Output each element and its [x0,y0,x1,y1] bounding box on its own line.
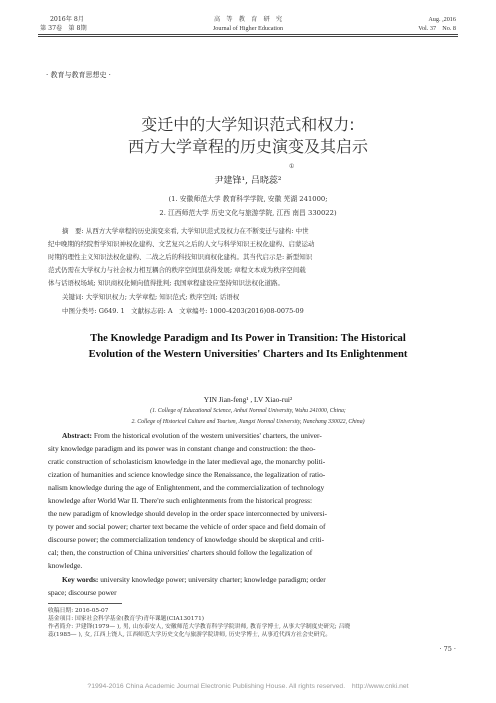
title-cn-line2: 西方大学章程的历史演变及其启示 [127,137,368,156]
abstract-cn-line: 体与话语权场域; 知识商权化倾向值得批判; 我国章程建设应坚持知识法权化道路。 [48,279,285,287]
abstract-en-line: knowledge after World War II. There're such enlightenments from the historical progress: [48,496,313,505]
abstract-en-line: cization of humanities and science knowledge since the Renaissance, the legalization of ratio- [48,470,326,479]
affiliation-cn-2: 2. 江西师范大学 历史文化与旅游学院, 江西 南昌 330022) [159,209,337,217]
abstract-cn-line: 时期的理性主义知识法权化建构、二战之后的科技知识商权化建构。其当代启示是: 新型知识 [48,253,313,261]
section-label: · 教育与教育思想史 · [46,71,111,79]
abstract-cn-line: 摘 要: 从西方大学章程的历史演变来看, 大学知识范式及权力在不断变迁与建构: 中世 [62,227,309,235]
copyright-notice: ?1994-2016 China Academic Journal Electronic Publishing House. All rights reserved. http://www.cnki.net [87,683,409,690]
abstract-en-line: ty power and social power; charter text became the vehicle of order space and field domain of [48,522,326,531]
abstract-en-line: the new paradigm of knowledge should develop in the order space interconnected by universi- [48,509,327,518]
title-en-line1: The Knowledge Paradigm and Its Power in Transition: The Historical [90,333,406,344]
abstract-en-line: knowledge. [48,561,83,570]
keywords-en-first-line [62,574,458,586]
abstract-en-line: discourse power; the commercialization tendency of knowledge should be skeptical and criti- [48,535,325,544]
abstract-en-line: cal; then, the construction of China universities' charters should follow the legalization of [48,548,313,557]
footnote-received: 收稿日期: 2016-05-07 [48,608,109,614]
abstract-en-line: nalism knowledge during the age of Enlightenment, and the commercialization of technology [48,483,325,492]
header-journal-cn: 高 等 教 育 研 究 [213,16,283,23]
header-rule [38,34,458,35]
header-volume-en: Vol. 37 No. 8 [418,25,456,32]
abstract-cn-line: 范式仍需在大学权力与社会权力相互耦合的秩序空间里获得发展; 章程文本成为秩序空间载 [48,266,306,274]
abstract-en-line: sity knowledge paradigm and its power was in constant change and construction: the theo- [48,444,316,453]
abstract-en-label: Abstract: [62,431,92,440]
keywords-en-line2: space; discourse power [48,588,117,597]
affiliation-en-1: (1. College of Educational Science, Anhui Normal University, Wuhu 241000, China; [150,408,346,414]
authors-cn: 尹建锋¹, 吕晓蕊² [214,176,282,186]
page-number: · 75 · [439,645,456,653]
header-date: 2016年 8月 [50,16,85,23]
header-rule-double [38,36,458,37]
authors-en: YIN Jian-feng¹ , LV Xiao-rui² [203,395,293,404]
footnote-funding: 基金项目: 国家社会科学基金(教育学)青年课题(CIA130171) [48,616,205,622]
keywords-cn: 关键词: 大学知识权力; 大学章程; 知识范式; 秩序空间; 话语权 [62,293,240,301]
classification-info: 中图分类号: G649. 1 文献标志码: A 文章编号: 1000-4203(2016)08-0075-09 [62,307,304,315]
abstract-en-line: From the historical evolution of the western universities' charters, the univer- [93,431,322,440]
footnote-rule [48,603,122,604]
footnote-author-bio: 作者简介: 尹建锋(1979— ), 男, 山东泰安人, 安徽师范大学教育科学学院讲师, 教育学博士, 从事大学制度史研究; 吕晓 [48,624,351,630]
header-volume: 第 37卷 第 8期 [40,25,87,32]
affiliation-cn-1: (1. 安徽师范大学 教育科学学院, 安徽 芜湖 241000; [168,195,328,203]
title-cn-line1: 变迁中的大学知识范式和权力: [141,115,355,134]
footnote-author-bio-cont: 蕊(1985— ), 女, 江西上饶人, 江西师范大学历史文化与旅游学院讲师, 历史学博士, 从事近代西方社会史研究。 [48,632,332,638]
abstract-cn-line: 纪中晚期的经院哲学知识神权化建构、文艺复兴之后的人文与科学知识王权化建构、启蒙运动 [48,240,315,248]
header-journal-en: Journal of Higher Education [212,25,284,32]
affiliation-en-2: 2. College of Historical Culture and Tourism, Jiangxi Normal University, Nanchang 330022, China) [131,419,365,425]
title-en-line2: Evolution of the Western Universities' Charters and Its Enlightenment [88,349,408,360]
abstract-en-line: cratic construction of scholasticism knowledge in the later medieval age, the monarchy politi- [48,457,326,466]
keywords-en: university knowledge power; university charter; knowledge paradigm; order [100,575,326,584]
author-footnote-mark: ① [289,163,295,170]
abstract-en-first-line [62,430,458,442]
header-month-en: Aug. ,2016 [428,16,456,23]
keywords-en-label: Key words: [62,575,99,584]
